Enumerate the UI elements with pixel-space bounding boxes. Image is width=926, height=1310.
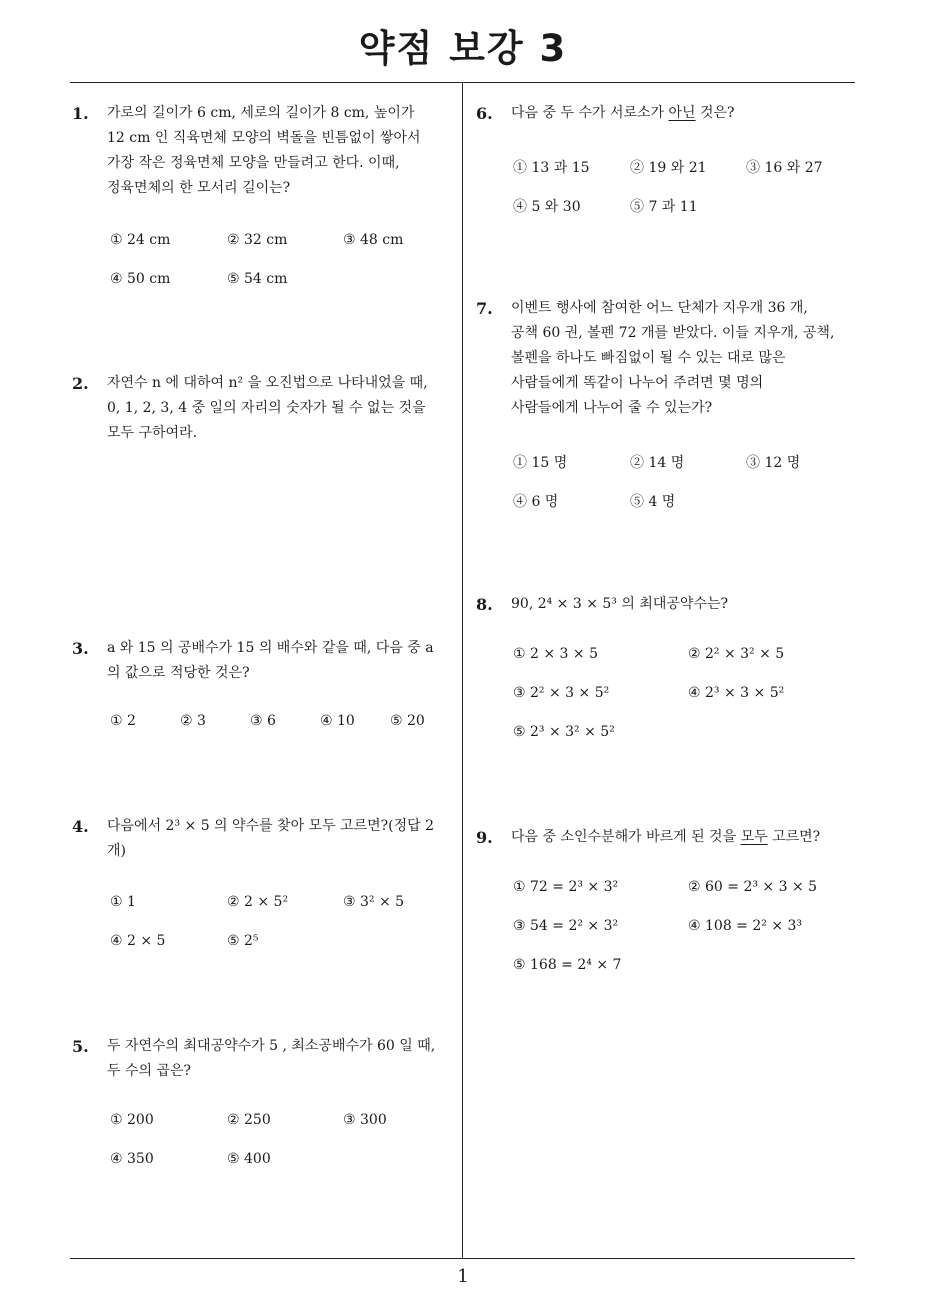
stem-line: 두 자연수의 최대공약수가 5 , 최소공배수가 60 일 때,	[107, 1038, 436, 1054]
choice-1[interactable]: ① 2	[110, 713, 136, 729]
choice-3[interactable]: ③ 300	[343, 1112, 387, 1128]
stem-line: 0, 1, 2, 3, 4 중 일의 자리의 숫자가 될 수 없는 것을	[107, 400, 426, 416]
choice-1[interactable]: ① 72 = 2³ × 3²	[513, 879, 619, 895]
stem-text: 고르면?	[767, 829, 821, 845]
choice-5[interactable]: ⑤ 2³ × 3² × 5²	[513, 724, 615, 740]
choice-2[interactable]: ② 250	[227, 1112, 271, 1128]
choice-1[interactable]: ① 2 × 3 × 5	[513, 646, 598, 662]
choice-2[interactable]: ② 14 명	[630, 455, 685, 471]
choice-2[interactable]: ② 60 = 2³ × 3 × 5	[688, 879, 818, 895]
question-number: 8.	[476, 595, 493, 614]
stem-text: 다음 중 두 수가 서로소가	[511, 105, 669, 121]
stem-line: 다음에서 2³ × 5 의 약수를 찾아 모두 고르면?(정답 2	[107, 818, 434, 834]
choice-3[interactable]: ③ 48 cm	[343, 232, 404, 248]
question-number: 1.	[72, 104, 89, 123]
stem-line: 가장 작은 정육면체 모양을 만들려고 한다. 이때,	[107, 155, 400, 171]
choice-4[interactable]: ④ 2³ × 3 × 5²	[688, 685, 785, 701]
choice-5[interactable]: ⑤ 20	[390, 713, 425, 729]
choice-5[interactable]: ⑤ 54 cm	[227, 271, 288, 287]
question-stem	[511, 101, 735, 126]
question-number: 7.	[476, 299, 493, 318]
question-stem	[511, 296, 834, 421]
choice-3[interactable]: ③ 12 명	[746, 455, 801, 471]
choice-3[interactable]: ③ 3² × 5	[343, 894, 405, 910]
question-stem	[107, 1034, 435, 1084]
stem-line: 사람들에게 똑같이 나누어 주려면 몇 명의	[511, 375, 764, 391]
stem-line: 의 값으로 적당한 것은?	[107, 665, 250, 681]
choice-5[interactable]: ⑤ 400	[227, 1151, 271, 1167]
choice-3[interactable]: ③ 54 = 2² × 3²	[513, 918, 619, 934]
choice-3[interactable]: ③ 2² × 3 × 5²	[513, 685, 610, 701]
choice-4[interactable]: ④ 50 cm	[110, 271, 171, 287]
column-divider	[462, 83, 463, 1258]
choice-1[interactable]: ① 24 cm	[110, 232, 171, 248]
bottom-divider	[70, 1258, 855, 1259]
question-stem	[107, 636, 434, 686]
choice-4[interactable]: ④ 2 × 5	[110, 933, 166, 949]
stem-line: 자연수 n 에 대하여 n² 을 오진법으로 나타내었을 때,	[107, 375, 428, 391]
choice-1[interactable]: ① 1	[110, 894, 136, 910]
choice-4[interactable]: ④ 350	[110, 1151, 154, 1167]
question-number: 6.	[476, 104, 493, 123]
question-number: 2.	[72, 374, 89, 393]
emphasis-underlined: 모두	[740, 829, 768, 845]
choice-2[interactable]: ② 19 와 21	[630, 160, 707, 176]
stem-line: a 와 15 의 공배수가 15 의 배수와 같을 때, 다음 중 a	[107, 640, 434, 656]
stem-line	[511, 101, 735, 126]
question-stem	[511, 825, 820, 850]
stem-text: 것은?	[695, 105, 735, 121]
question-stem	[511, 592, 728, 617]
stem-text: 다음 중 소인수분해가 바르게 된 것을	[511, 829, 741, 845]
choice-4[interactable]: ④ 6 명	[513, 494, 559, 510]
stem-line: 가로의 길이가 6 cm, 세로의 길이가 8 cm, 높이가	[107, 105, 415, 121]
page-title: 약점 보강 3	[358, 27, 568, 70]
choice-3[interactable]: ③ 16 와 27	[746, 160, 823, 176]
question-stem	[107, 371, 428, 446]
stem-line: 이벤트 행사에 참여한 어느 단체가 지우개 36 개,	[511, 300, 808, 316]
stem-line: 두 수의 곱은?	[107, 1063, 192, 1079]
choice-5[interactable]: ⑤ 168 = 2⁴ × 7	[513, 957, 622, 973]
choice-5[interactable]: ⑤ 7 과 11	[630, 199, 698, 215]
question-number: 3.	[72, 639, 89, 658]
stem-line: 12 cm 인 직육면체 모양의 벽돌을 빈틈없이 쌓아서	[107, 130, 421, 146]
stem-line: 공책 60 권, 볼펜 72 개를 받았다. 이들 지우개, 공책,	[511, 325, 835, 341]
question-number: 4.	[72, 817, 89, 836]
question-stem	[107, 101, 421, 201]
stem-line: 사람들에게 나누어 줄 수 있는가?	[511, 400, 713, 416]
choice-4[interactable]: ④ 10	[320, 713, 355, 729]
choice-3[interactable]: ③ 6	[250, 713, 276, 729]
stem-line: 볼펜을 하나도 빠짐없이 될 수 있는 대로 많은	[511, 350, 786, 366]
emphasis-underlined: 아닌	[668, 105, 696, 121]
choice-4[interactable]: ④ 108 = 2² × 3³	[688, 918, 803, 934]
choice-1[interactable]: ① 15 명	[513, 455, 568, 471]
choice-2[interactable]: ② 32 cm	[227, 232, 288, 248]
question-number: 5.	[72, 1037, 89, 1056]
choice-2[interactable]: ② 2² × 3² × 5	[688, 646, 785, 662]
question-number: 9.	[476, 828, 493, 847]
question-stem	[107, 814, 434, 864]
choice-5[interactable]: ⑤ 2⁵	[227, 933, 259, 949]
choice-5[interactable]: ⑤ 4 명	[630, 494, 676, 510]
stem-line: 정육면체의 한 모서리 길이는?	[107, 180, 291, 196]
stem-line	[511, 825, 820, 850]
stem-line: 모두 구하여라.	[107, 425, 198, 441]
choice-4[interactable]: ④ 5 와 30	[513, 199, 581, 215]
page-number: 1	[457, 1266, 469, 1287]
choice-2[interactable]: ② 3	[180, 713, 206, 729]
choice-2[interactable]: ② 2 × 5²	[227, 894, 289, 910]
choice-1[interactable]: ① 200	[110, 1112, 154, 1128]
stem-line: 개)	[107, 843, 126, 859]
stem-line: 90, 2⁴ × 3 × 5³ 의 최대공약수는?	[511, 596, 728, 612]
choice-1[interactable]: ① 13 과 15	[513, 160, 590, 176]
